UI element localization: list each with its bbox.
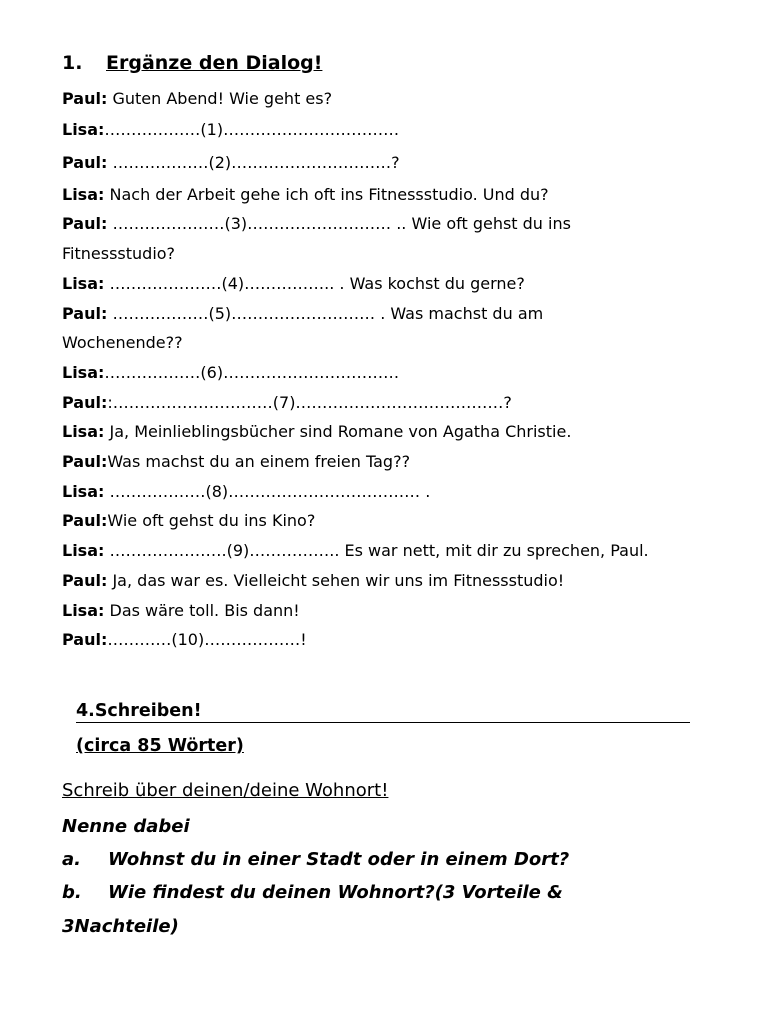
instruction-marker: b. bbox=[62, 882, 82, 903]
dialog-text: ………………(1)…………………………… bbox=[104, 119, 400, 139]
dialog-text: Das wäre toll. Bis dann! bbox=[104, 600, 300, 620]
dialog-text: Fitnessstudio? bbox=[62, 244, 176, 264]
dialog-line bbox=[62, 625, 742, 655]
dialog-line bbox=[62, 477, 742, 507]
dialog-text: …………(10)………………! bbox=[107, 630, 307, 650]
dialog-line bbox=[62, 447, 742, 477]
speaker-label: Lisa: bbox=[62, 119, 105, 139]
speaker-label: Lisa: bbox=[62, 600, 105, 620]
speaker-label: Lisa: bbox=[62, 422, 105, 442]
instruction-item-a bbox=[62, 843, 569, 877]
dialog-text: :…………………………(7)…………………………………? bbox=[107, 392, 512, 412]
instruction-text: Wohnst du in einer Stadt oder in einem Dort? bbox=[108, 849, 570, 870]
speaker-label: Paul: bbox=[62, 630, 108, 650]
dialog-line bbox=[62, 269, 742, 299]
speaker-label: Lisa: bbox=[62, 481, 105, 501]
dialog-line bbox=[62, 506, 742, 536]
dialog-text: …………………(3)……………………… .. Wie oft gehst du ins bbox=[107, 214, 571, 234]
speaker-label: Lisa: bbox=[62, 184, 105, 204]
speaker-label: Paul: bbox=[62, 303, 108, 323]
dialog-text: Ja, das war es. Vielleicht sehen wir uns im Fitnessstudio! bbox=[107, 570, 565, 590]
dialog-text: Nach der Arbeit gehe ich oft ins Fitnessstudio. Und du? bbox=[104, 184, 549, 204]
instruction-text: Nenne dabei bbox=[62, 816, 190, 837]
instruction-marker: a. bbox=[62, 849, 81, 870]
section1-title: Ergänze den Dialog! bbox=[106, 52, 323, 74]
dialog-text: ………………….(9)…………….. Es war nett, mit dir zu sprechen, Paul. bbox=[104, 541, 649, 561]
instruction-item-b bbox=[62, 876, 563, 910]
dialog-text: Was machst du an einem freien Tag?? bbox=[107, 452, 411, 472]
dialog-text: Wie oft gehst du ins Kino? bbox=[107, 511, 316, 531]
dialog-line bbox=[62, 180, 742, 210]
dialog-line bbox=[62, 388, 742, 418]
speaker-label: Paul: bbox=[62, 152, 108, 172]
section4-word-count: (circa 85 Wörter) bbox=[76, 736, 244, 756]
dialog-line bbox=[62, 299, 742, 329]
dialog-text: …………………(4)…………….. . Was kochst du gerne? bbox=[104, 273, 525, 293]
speaker-label: Paul: bbox=[62, 511, 108, 531]
dialog-text: Guten Abend! Wie geht es? bbox=[107, 89, 333, 108]
speaker-label: Lisa: bbox=[62, 273, 105, 293]
dialog-line bbox=[62, 328, 742, 358]
dialog-line bbox=[62, 417, 742, 447]
dialog-text: ………………(5)……………………… . Was machst du am bbox=[107, 303, 544, 323]
dialog-line bbox=[62, 358, 742, 388]
dialog bbox=[62, 84, 742, 655]
dialog-text: Ja, Meinlieblingsbücher sind Romane von Agatha Christie. bbox=[104, 422, 572, 442]
section1-heading bbox=[62, 52, 322, 74]
dialog-line bbox=[62, 84, 742, 114]
dialog-line bbox=[62, 239, 742, 269]
section1-number: 1. bbox=[62, 52, 83, 74]
speaker-label: Paul: bbox=[62, 214, 108, 234]
instruction-item-b-continued bbox=[62, 910, 179, 944]
speaker-label: Lisa: bbox=[62, 362, 105, 382]
dialog-text: ………………(2)…………………………? bbox=[107, 152, 400, 172]
section4-heading: 4.Schreiben! bbox=[76, 700, 690, 723]
speaker-label: Paul: bbox=[62, 89, 108, 108]
dialog-text: ………………(6)…………………………… bbox=[104, 362, 400, 382]
dialog-text: ………………(8)……………………………… . bbox=[104, 481, 431, 501]
instruction-text: 3Nachteile) bbox=[62, 916, 179, 937]
dialog-text: Wochenende?? bbox=[62, 333, 183, 353]
dialog-line bbox=[62, 596, 742, 626]
dialog-line bbox=[62, 145, 742, 180]
instruction-intro bbox=[62, 810, 190, 844]
dialog-line bbox=[62, 566, 742, 596]
writing-task-title: Schreib über deinen/deine Wohnort! bbox=[62, 780, 389, 801]
dialog-line bbox=[62, 114, 742, 145]
dialog-line bbox=[62, 209, 742, 239]
speaker-label: Lisa: bbox=[62, 541, 105, 561]
speaker-label: Paul: bbox=[62, 452, 108, 472]
instruction-text: Wie findest du deinen Wohnort?(3 Vorteile & bbox=[108, 882, 563, 903]
dialog-line bbox=[62, 536, 742, 566]
speaker-label: Paul: bbox=[62, 570, 108, 590]
speaker-label: Paul: bbox=[62, 392, 108, 412]
